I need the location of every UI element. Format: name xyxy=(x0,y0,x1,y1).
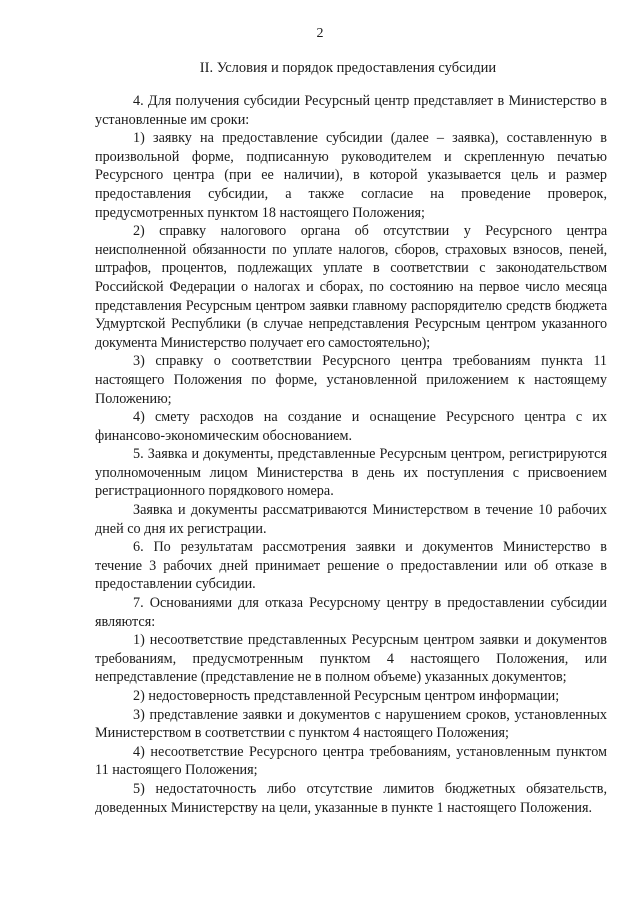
paragraph-6: 6. По результатам рассмотрения заявки и документов Министерство в течение 3 рабочих дней принимает решение о предоставлении или об отказе в предоставлении субсидии. xyxy=(95,539,607,593)
paragraph-4-item-3: 3) справку о соответствии Ресурсного центра требованиям пункта 11 настоящего Положения по форме, установленной приложением к настоящему Положению; xyxy=(95,353,607,407)
page-number: 2 xyxy=(316,26,324,41)
paragraph-7-item-4: 4) несоответствие Ресурсного центра требованиям, установленным пунктом 11 настоящего Положения; xyxy=(95,743,607,779)
paragraph-5-review: Заявка и документы рассматриваются Министерством в течение 10 рабочих дней со дня их регистрации. xyxy=(95,502,607,537)
paragraph-7-item-2: 2) недостоверность представленной Ресурсным центром информации; xyxy=(133,688,560,704)
paragraph-4-item-2: 2) справку налогового органа об отсутствии у Ресурсного центра неисполненной обязанности по уплате налогов, сборов, страховых взносов, пеней, штрафов, процентов, подлежащих уплате в соответствии с законодательством Российской Федерации о налогах и сборах, по состоянию на первое число месяца представления Ресурсным центром заявки главному распорядителю средств бюджета Удмуртской Республики (в случае непредставления Ресурсным центром указанного документа Министерство получает его самостоятельно); xyxy=(95,223,607,351)
paragraph-7-item-3: 3) представление заявки и документов с нарушением сроков, установленных Министерством в соответствии с пунктом 4 настоящего Положения; xyxy=(95,706,607,742)
paragraph-4-item-1: 1) заявку на предоставление субсидии (далее – заявка), составленную в произвольной форме, подписанную руководителем и скрепленную печатью Ресурсного центра (при ее наличии), в которой указывается цель и размер предоставления субсидии, а также согласие на проведение проверок, предусмотренных пунктом 18 настоящего Положения; xyxy=(95,130,607,221)
paragraph-7-item-1: 1) несоответствие представленных Ресурсным центром заявки и документов требованиям, предусмотренным пунктом 4 настоящего Положения, или непредставление (представление не в полном объеме) указанных документов; xyxy=(95,632,607,686)
paragraph-4: 4. Для получения субсидии Ресурсный центр представляет в Министерство в установленные им сроки: xyxy=(95,93,607,128)
paragraph-7: 7. Основаниями для отказа Ресурсному центру в предоставлении субсидии являются: xyxy=(95,595,607,630)
paragraph-7-item-5: 5) недостаточность либо отсутствие лимитов бюджетных обязательств, доведенных Министерству на цели, указанные в пункте 1 настоящего Положения. xyxy=(95,780,607,816)
paragraph-4-item-4: 4) смету расходов на создание и оснащение Ресурсного центра с их финансово-экономическим обоснованием. xyxy=(95,409,607,444)
paragraph-5: 5. Заявка и документы, представленные Ресурсным центром, регистрируются уполномоченным лицом Министерства в день их поступления с присвоением регистрационного порядкового номера. xyxy=(95,446,607,500)
section-title: II. Условия и порядок предоставления субсидии xyxy=(199,60,497,76)
document-body xyxy=(95,92,607,817)
